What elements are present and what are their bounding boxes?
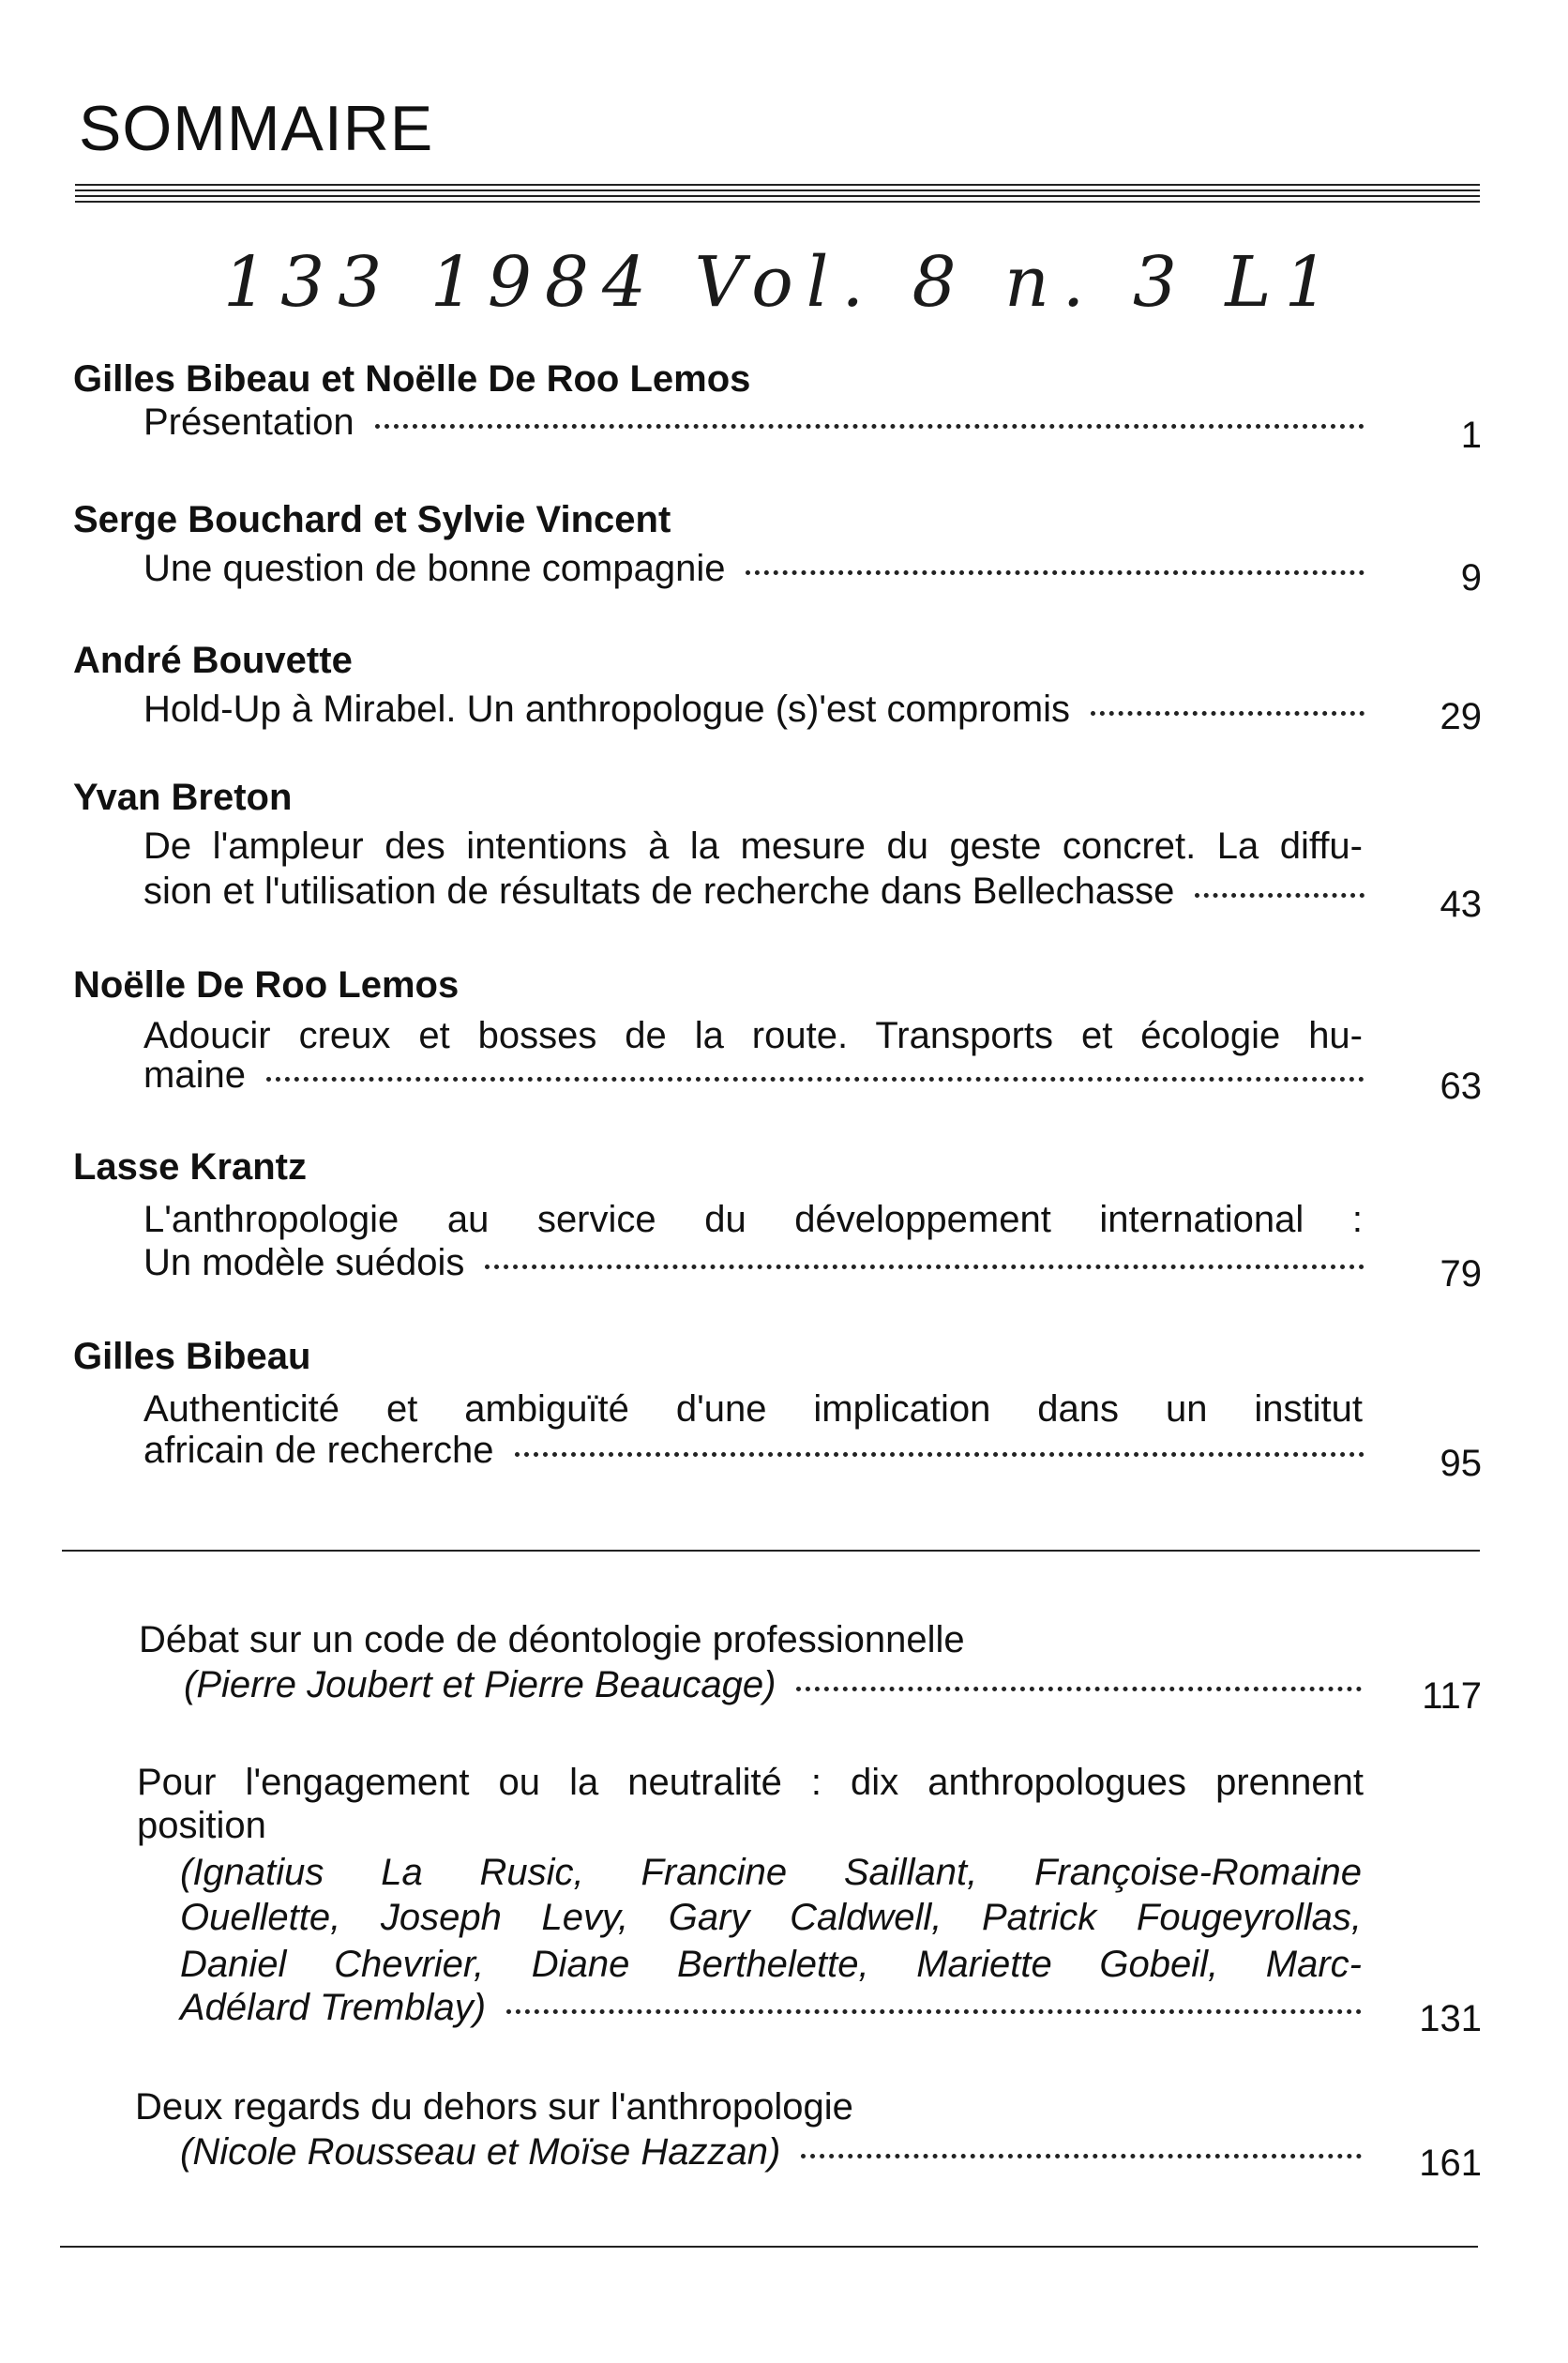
article-title-line: De l'ampleur des intentions à la mesure du geste concret. La diffu- [143, 826, 1363, 867]
dot-leader [375, 424, 1364, 429]
page-number: 95 [1440, 1443, 1482, 1484]
section-divider [62, 1550, 1480, 1552]
article-title-line: africain de recherche [143, 1430, 494, 1471]
page-number: 161 [1419, 2143, 1482, 2184]
page-number: 9 [1460, 557, 1482, 598]
article-author: Lasse Krantz [73, 1146, 307, 1188]
toc-entry-line [180, 1987, 1362, 2029]
debate-title: Deux regards du dehors sur l'anthropologie [135, 2086, 853, 2128]
debate-participants: (Nicole Rousseau et Moïse Hazzan) [180, 2131, 781, 2173]
page-number: 1 [1460, 415, 1482, 456]
page-number: 29 [1440, 696, 1482, 737]
article-title-line: L'anthropologie au service du développement international : [143, 1199, 1363, 1240]
debate-participants-line: Ouellette, Joseph Levy, Gary Caldwell, Patrick Fougeyrollas, [180, 1897, 1362, 1938]
debate-participants-line: Daniel Chevrier, Diane Berthelette, Mariette Gobeil, Marc- [180, 1944, 1362, 1985]
page-number: 63 [1440, 1066, 1482, 1107]
toc-entry-line [143, 1430, 1364, 1472]
dot-leader [515, 1452, 1364, 1457]
toc-entry-line [184, 1664, 1362, 1706]
bottom-divider [60, 2246, 1478, 2248]
page-number: 131 [1419, 1998, 1482, 2039]
dot-leader [485, 1265, 1364, 1269]
toc-entry-line [143, 1054, 1364, 1097]
handwritten-catalog-note: 133 1984 Vol. 8 n. 3 L1 [223, 242, 1342, 323]
debate-title-line: Pour l'engagement ou la neutralité : dix anthropologues prennent [137, 1762, 1364, 1803]
title-double-rule [75, 184, 1480, 206]
toc-entry-line [143, 548, 1364, 590]
dot-leader [746, 570, 1364, 575]
debate-participants-line: (Ignatius La Rusic, Francine Saillant, Françoise-Romaine [180, 1852, 1362, 1893]
article-title-line: maine [143, 1054, 246, 1096]
article-author: Gilles Bibeau et Noëlle De Roo Lemos [73, 358, 751, 400]
dot-leader [506, 2009, 1362, 2014]
article-author: Yvan Breton [73, 777, 293, 818]
article-title-line: sion et l'utilisation de résultats de recherche dans Bellechasse [143, 871, 1175, 912]
article-title: Présentation [143, 401, 354, 443]
article-title-line: Adoucir creux et bosses de la route. Transports et écologie hu- [143, 1015, 1363, 1056]
article-author: Gilles Bibeau [73, 1336, 311, 1377]
dot-leader [1091, 711, 1364, 716]
toc-entry-line [143, 401, 1364, 444]
page-title: SOMMAIRE [79, 93, 434, 164]
toc-entry-line [143, 871, 1364, 913]
article-author: Noëlle De Roo Lemos [73, 964, 460, 1006]
toc-entry-line [143, 689, 1364, 731]
debate-title: Débat sur un code de déontologie professionnelle [139, 1619, 965, 1660]
article-title: Hold-Up à Mirabel. Un anthropologue (s)'est compromis [143, 689, 1071, 730]
toc-entry-line [180, 2131, 1362, 2174]
dot-leader [801, 2154, 1362, 2159]
debate-title-line: position [137, 1805, 266, 1846]
page-number: 79 [1440, 1253, 1482, 1295]
article-author: Serge Bouchard et Sylvie Vincent [73, 499, 671, 540]
debate-participants: (Pierre Joubert et Pierre Beaucage) [184, 1664, 776, 1705]
article-author: André Bouvette [73, 640, 353, 681]
article-title: Une question de bonne compagnie [143, 548, 726, 589]
dot-leader [266, 1077, 1364, 1082]
toc-entry-line [143, 1242, 1364, 1284]
page-number: 43 [1440, 884, 1482, 925]
debate-participants-line: Adélard Tremblay) [180, 1987, 487, 2028]
article-title-line: Authenticité et ambiguïté d'une implication dans un institut [143, 1388, 1363, 1430]
dot-leader [1195, 893, 1364, 898]
article-title-line: Un modèle suédois [143, 1242, 465, 1283]
page-number: 117 [1422, 1675, 1482, 1717]
dot-leader [796, 1687, 1362, 1691]
